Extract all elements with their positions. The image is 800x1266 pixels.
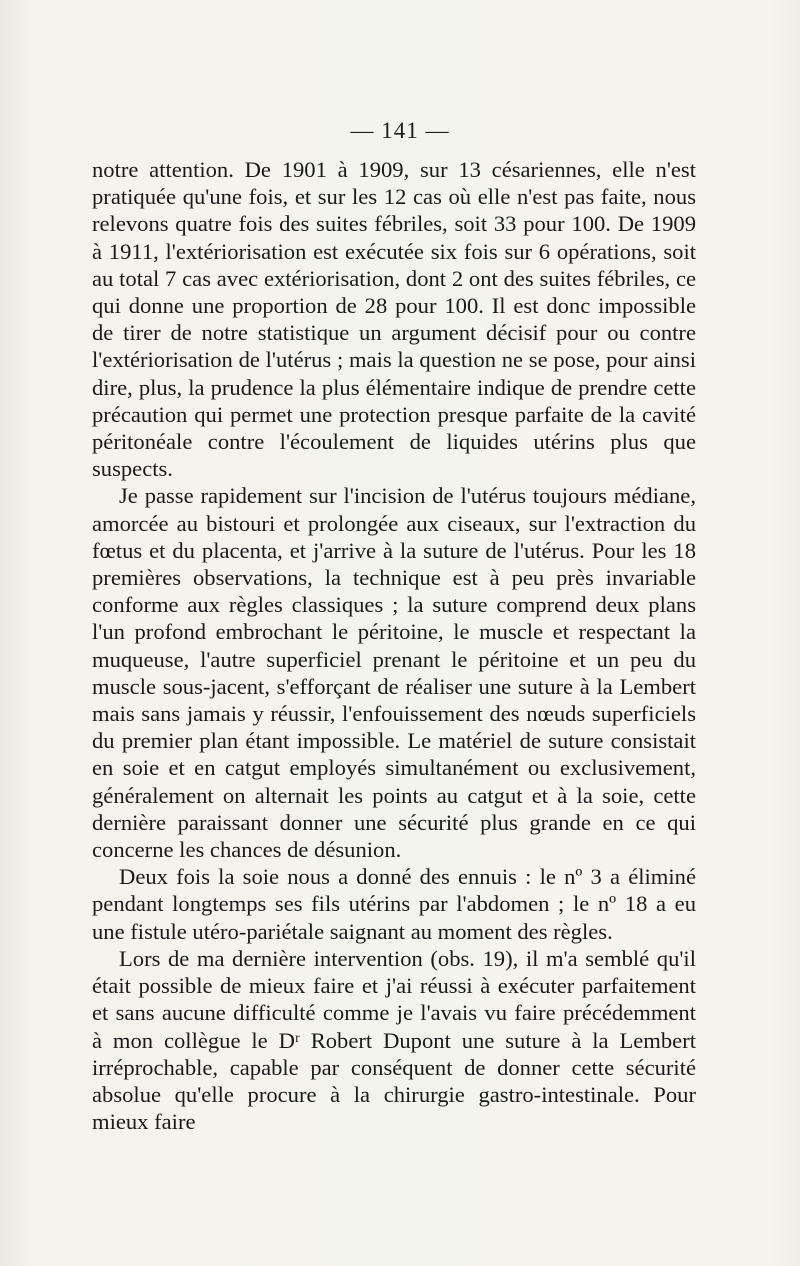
paragraph-3: Deux fois la soie nous a donné des ennuis : le nº 3 a éliminé pendant longtemps ses fils utérins par l'abdomen ; le nº 18 a eu une fistule utéro-pariétale saignant au moment des règles. [92,864,696,944]
paragraph-4: Lors de ma dernière intervention (obs. 19), il m'a semblé qu'il était possible de mieux faire et j'ai réussi à exécuter parfaitement et sans aucune difficulté comme je l'avais vu faire précédemment à mon collègue le Dʳ Robert Dupont une suture à la Lembert irréprochable, capable par conséquent de donner cette sécurité absolue qu'elle procure à la chirurgie gastro-intestinale. Pour mieux faire [92,945,696,1135]
paragraph-1: notre attention. De 1901 à 1909, sur 13 césariennes, elle n'est pratiquée qu'une fois, et sur les 12 cas où elle n'est pas faite, nous relevons quatre fois des suites fébriles, soit 33 pour 100. De 1909 à 1911, l'extériorisation est exécutée six fois sur 6 opérations, soit au total 7 cas avec extériorisation, dont 2 ont des suites fébriles, ce qui donne une proportion de 28 pour 100. Il est donc impossible de tirer de notre statistique un argument décisif pour ou contre l'extériorisation de l'utérus ; mais la question ne se pose, pour ainsi dire, plus, la prudence la plus élémentaire indique de prendre cette précaution qui permet une protection presque parfaite de la cavité péritonéale contre l'écoulement de liquides utérins plus que suspects. [92,157,696,482]
paragraph-2: Je passe rapidement sur l'incision de l'utérus toujours médiane, amorcée au bistouri et prolongée aux ciseaux, sur l'extraction du fœtus et du placenta, et j'arrive à la suture de l'utérus. Pour les 18 premières observations, la technique est à peu près invariable conforme aux règles classiques ; la suture comprend deux plans l'un profond embrochant le péritoine, le muscle et respectant la muqueuse, l'autre superficiel prenant le péritoine et un peu du muscle sous-jacent, s'efforçant de réaliser une suture à la Lembert mais sans jamais y réussir, l'enfouissement des nœuds superficiels du premier plan étant impossible. Le matériel de suture consistait en soie et en catgut employés simultanément ou exclusivement, généralement on alternait les points au catgut et à la soie, cette dernière paraissant donner une sécurité plus grande en ce qui concerne les chances de désunion. [92,483,696,863]
page-number-header: — 141 — [350,118,450,143]
body-text [92,156,696,1135]
